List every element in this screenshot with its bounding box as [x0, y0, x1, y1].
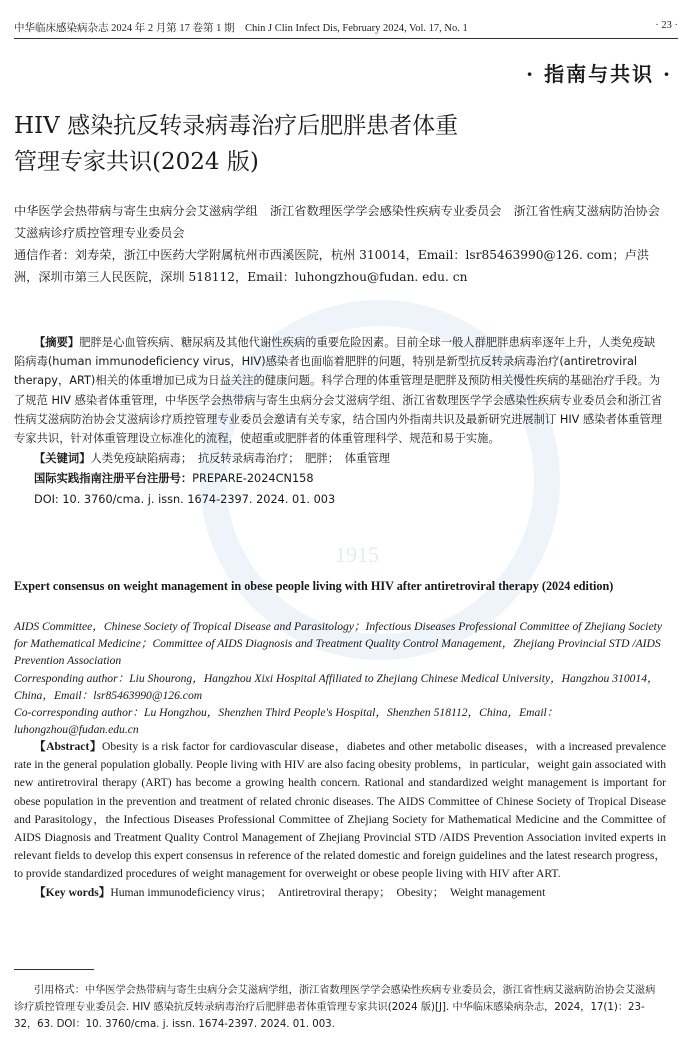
- journal-citation-header: 中华临床感染病杂志 2024 年 2 月第 17 卷第 1 期 Chin J Clin Infect Dis, February 2024, Vol. 17, No. 1: [14, 23, 468, 34]
- abstract-cn-paragraph: [14, 333, 664, 448]
- footnote-rule: [14, 969, 94, 970]
- keywords-en-line: [14, 884, 666, 902]
- running-head: [14, 20, 678, 35]
- doi-line: DOI: 10. 3760/cma. j. issn. 1674-2397. 2024. 01. 003: [34, 492, 336, 506]
- keywords-cn-line: [34, 449, 664, 468]
- keywords-cn: 人类免疫缺陷病毒； 抗反转录病毒治疗； 肥胖； 体重管理: [90, 452, 390, 466]
- abstract-en: [14, 738, 666, 902]
- keywords-en-label: 【Key words】: [34, 885, 111, 899]
- committees-en: AIDS Committee，Chinese Society of Tropical Disease and Parasitology；Infectious Diseases Professional Committee of Zhejiang Society for Mathematical Medicine；Committee of AIDS Diagnosis and Treatment Quality Control Management，Zhejiang Provincial STD /AIDS Prevention Association: [14, 620, 662, 668]
- registry-label: 国际实践指南注册平台注册号：: [34, 472, 193, 486]
- header-rule: [14, 38, 678, 39]
- abstract-cn-label: 【摘要】: [34, 336, 80, 349]
- page-number: · 23 ·: [655, 20, 678, 31]
- registry-number: PREPARE-2024CN158: [192, 472, 314, 486]
- abstract-en-label: 【Abstract】: [34, 740, 103, 753]
- abstract-cn: [14, 333, 664, 509]
- abstract-en-text: Obesity is a risk factor for cardiovascular disease，diabetes and other metabolic diseases，with a increased prevalence rate in the general population globally. People living with HIV are also facing obesity problems，in particular，weight gain associated with new antiretroviral therapy (ART) has become a growing health concern. Rational and standardized weight management is important for obese population in the prevention and treatment of related chronic diseases. The AIDS Committee of Chinese Society of Tropical Disease and Parasitology，the Infectious Diseases Professional Committee of Zhejiang Society for Mathematical Medicine and the Committee of AIDS Diagnosis and Treatment Quality Control Management of Zhejiang Provincial STD /AIDS Prevention Association invited experts in relevant fields to develop this expert consensus in reference of the related domestic and foreign guidelines and the latest research progress，to provide standardized procedures of weight management for overweight or obese people living with HIV after ART.: [14, 740, 666, 881]
- registry-line: [34, 469, 664, 488]
- article-title: [14, 108, 674, 180]
- section-label: · 指南与共识 ·: [526, 62, 672, 86]
- author-block-cn: [14, 200, 662, 288]
- keywords-en: Human immunodeficiency virus； Antiretroviral therapy； Obesity； Weight management: [110, 885, 546, 899]
- watermark-year: 1915: [335, 542, 379, 567]
- english-title: Expert consensus on weight management in obese people living with HIV after antiretroviral therapy (2024 edition): [14, 579, 614, 593]
- author-organizations: 中华医学会热带病与寄生虫病分会艾滋病学组 浙江省数理医学学会感染性疾病专业委员会 浙江省性病艾滋病防治协会艾滋病诊疗质控管理专业委员会: [14, 204, 660, 240]
- abstract-en-paragraph: [14, 738, 666, 884]
- title-line-1: HIV 感染抗反转录病毒治疗后肥胖患者体重: [14, 113, 459, 139]
- co-corresponding-author-en: Co-corresponding author：Lu Hongzhou，Shenzhen Third People's Hospital，Shenzhen 518112，China，Email：luhongzhou@fudan.edu.cn: [14, 706, 559, 737]
- abstract-cn-text: 肥胖是心血管疾病、糖尿病及其他代谢性疾病的重要危险因素。目前全球一般人群肥胖患病率逐年上升，人类免疫缺陷病毒(human immunodeficiency virus，HIV)感染者也面临着肥胖的问题，特别是新型抗反转录病毒治疗(antiretroviral therapy，ART)相关的体重增加已成为日益关注的健康问题。科学合理的体重管理是肥胖及预防相关慢性疾病的基础治疗手段。为了规范 HIV 感染者体重管理，中华医学会热带病与寄生虫病分会艾滋病学组、浙江省数理医学学会感染性疾病专业委员会和浙江省性病艾滋病防治协会艾滋病诊疗质控管理专业委员会邀请有关专家，结合国内外指南共识及最新研究进展制订 HIV 感染者体重管理专家共识，针对体重管理设立标准化的流程，使超重或肥胖者的体重管理科学、规范和易于实施。: [14, 336, 663, 446]
- author-block-en: [14, 618, 666, 738]
- citation-format: 引用格式：中华医学会热带病与寄生虫病分会艾滋病学组，浙江省数理医学学会感染性疾病专业委员会，浙江省性病艾滋病防治协会艾滋病诊疗质控管理专业委员会. HIV 感染抗反转录病毒治疗后肥胖患者体重管理专家共识(2024 版)[J]. 中华临床感染病杂志，2024，17(1)：23-32，63. DOI：10. 3760/cma. j. issn. 1674-2397. 2024. 01. 003.: [14, 985, 656, 1030]
- corresponding-author-en: Corresponding author：Liu Shourong，Hangzhou Xixi Hospital Affiliated to Zhejiang Chinese Medical University，Hangzhou 310014，China，Email：lsr85463990@126.com: [14, 671, 659, 702]
- keywords-cn-label: 【关键词】: [34, 452, 91, 466]
- title-line-2: 管理专家共识(2024 版): [14, 149, 259, 175]
- correspondence-cn: 通信作者：刘寿荣，浙江中医药大学附属杭州市西溪医院，杭州 310014，Email：lsr85463990@126. com；卢洪洲，深圳市第三人民医院，深圳 518112，Email：luhongzhou@fudan. edu. cn: [14, 248, 650, 284]
